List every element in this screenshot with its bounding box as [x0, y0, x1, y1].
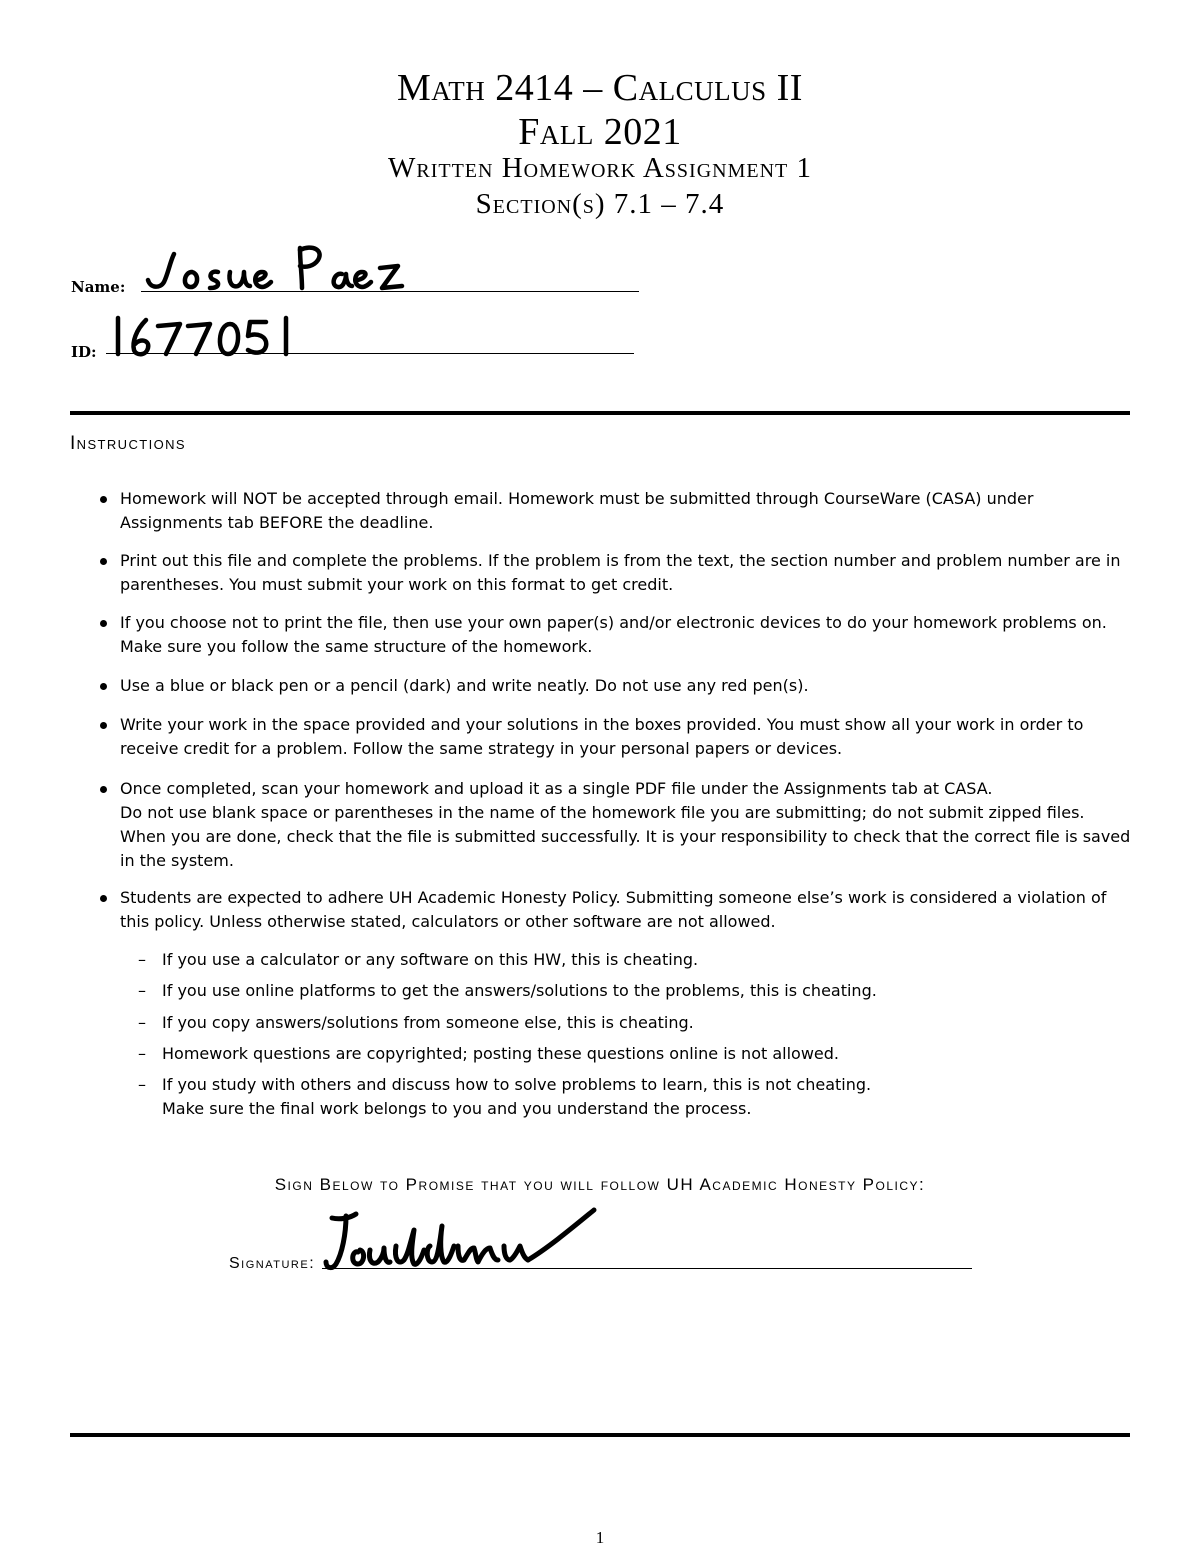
bullet-marker — [100, 895, 107, 902]
honesty-rule: If you use a calculator or any software on this HW, this is cheating. — [162, 950, 699, 969]
handwritten-name — [140, 232, 410, 294]
instruction-item: If you choose not to print the file, then use your own paper(s) and/or electronic devices to do your homework problems on. Make sure you follow the same structure of the homework. — [120, 613, 1107, 656]
course-title: Math 2414 – Calculus II — [397, 67, 803, 109]
id-label: ID: — [71, 343, 97, 361]
instruction-item: Print out this file and complete the problems. If the problem is from the text, the section number and problem number are in parentheses. You must submit your work on this format to get credit. — [120, 551, 1121, 594]
honesty-rule: If you use online platforms to get the answers/solutions to the problems, this is cheating. — [162, 981, 877, 1000]
handwritten-signature — [318, 1200, 628, 1280]
bullet-marker — [100, 558, 107, 565]
name-label: Name: — [71, 278, 126, 296]
bullet-marker — [100, 722, 107, 729]
sub-bullet-marker: – — [138, 1044, 146, 1063]
honesty-rule-continued: Make sure the final work belongs to you and you understand the process. — [162, 1099, 752, 1118]
assignment-title: Written Homework Assignment 1 — [387, 152, 812, 184]
bottom-divider — [70, 1433, 1130, 1437]
honesty-rule: Homework questions are copyrighted; posting these questions online is not allowed. — [162, 1044, 839, 1063]
bullet-marker — [100, 496, 107, 503]
instruction-item: Write your work in the space provided and your solutions in the boxes provided. You must show all your work in order to receive credit for a problem. Follow the same strategy in your personal papers or devices. — [120, 715, 1084, 758]
bullet-marker — [100, 620, 107, 627]
instruction-item: Use a blue or black pen or a pencil (dark) and write neatly. Do not use any red pen(s). — [120, 676, 809, 695]
signature-label: Signature: — [229, 1255, 316, 1272]
sections-title: Section(s) 7.1 – 7.4 — [475, 188, 725, 220]
page-number: 1 — [595, 1528, 605, 1547]
upload-details: Do not use blank space or parentheses in the name of the homework file you are submitting; do not submit zipped files. When you are done, check that the file is submitted successfully. It is your responsibility to check that the correct file is saved in the system. — [120, 803, 1131, 870]
honesty-pledge: Sign Below to Promise that you will follow UH Academic Honesty Policy: — [274, 1175, 926, 1194]
term-title: Fall 2021 — [518, 111, 682, 153]
instructions-heading: Instructions — [70, 433, 186, 454]
handwritten-id — [108, 312, 298, 360]
sub-bullet-marker: – — [138, 1013, 146, 1032]
sub-bullet-marker: – — [138, 1075, 146, 1094]
honesty-rule: If you study with others and discuss how to solve problems to learn, this is not cheating. — [162, 1075, 872, 1094]
honesty-rule: If you copy answers/solutions from someone else, this is cheating. — [162, 1013, 694, 1032]
sub-bullet-marker: – — [138, 981, 146, 1000]
instruction-item: Students are expected to adhere UH Academic Honesty Policy. Submitting someone else’s work is considered a violation of this policy. Unless otherwise stated, calculators or other software are not allowed. — [120, 888, 1107, 931]
bullet-marker — [100, 786, 107, 793]
bullet-marker — [100, 683, 107, 690]
top-divider — [70, 411, 1130, 415]
instruction-item: Homework will NOT be accepted through email. Homework must be submitted through CourseWare (CASA) under Assignments tab BEFORE the deadline. — [120, 489, 1034, 532]
instruction-item: Once completed, scan your homework and upload it as a single PDF file under the Assignments tab at CASA. — [120, 779, 993, 798]
sub-bullet-marker: – — [138, 950, 146, 969]
